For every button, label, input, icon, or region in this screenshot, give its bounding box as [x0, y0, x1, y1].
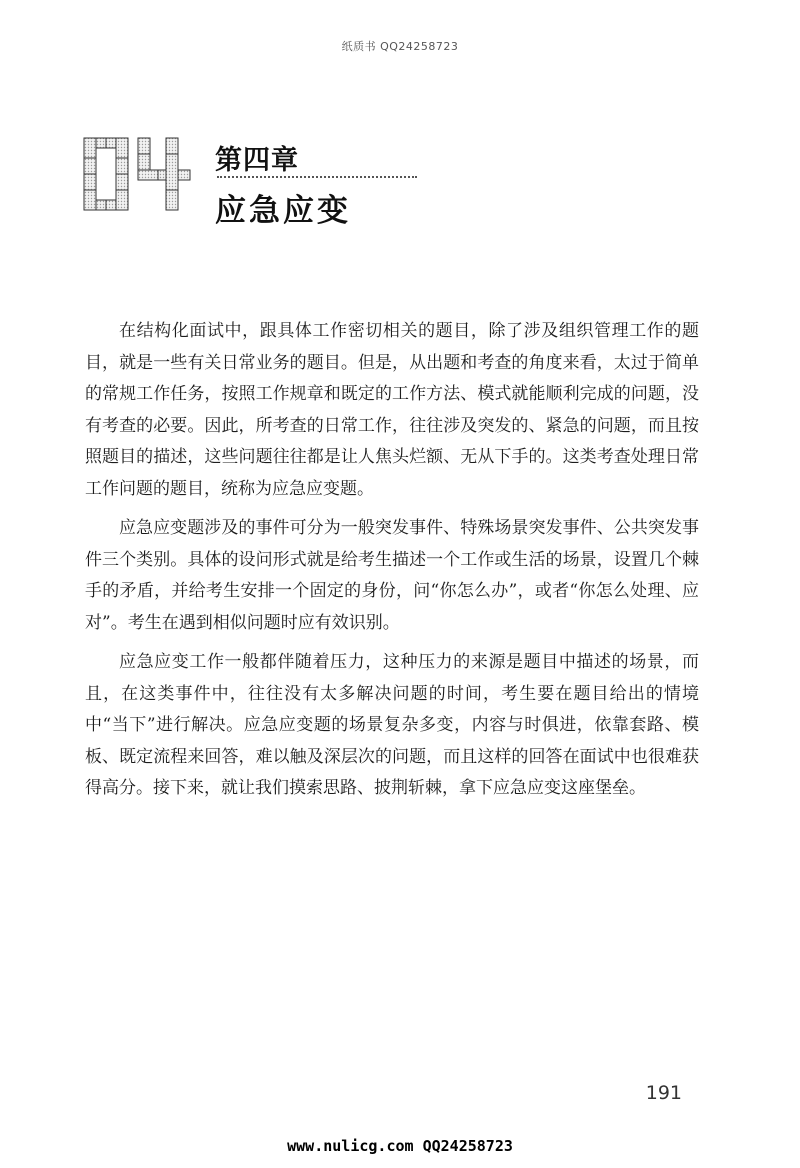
paragraph: 应急应变工作一般都伴随着压力，这种压力的来源是题目中描述的场景，而且，在这类事件中，往往没有太多解决问题的时间，考生要在题目给出的情境中“当下”进行解决。应急应变题的场景复杂多变，内容与时俱进，依靠套路、模板、既定流程来回答，难以触及深层次的问题，而且这样的回答在面试中也很难获得高分。接下来，就让我们摸索思路、披荆斩棘，拿下应急应变这座堡垒。 [85, 652, 699, 798]
body-text [85, 316, 699, 813]
header-note: 纸质书 QQ24258723 [341, 40, 459, 53]
page-number: 191 [645, 1082, 682, 1104]
digit-zero [84, 138, 128, 210]
chapter-number-graphic [78, 134, 198, 214]
footer-note: www.nulicg.com QQ24258723 [287, 1137, 513, 1155]
chapter-heading [78, 132, 478, 229]
chapter-divider [217, 176, 417, 178]
chapter-label: 第四章 [215, 145, 299, 176]
digit-four [138, 138, 190, 210]
paragraph: 在结构化面试中，跟具体工作密切相关的题目，除了涉及组织管理工作的题目，就是一些有关日常业务的题目。但是，从出题和考查的角度来看，太过于简单的常规工作任务，按照工作规章和既定的工作方法、模式就能顺利完成的问题，没有考查的必要。因此，所考查的日常工作，往往涉及突发的、紧急的问题，而且按照题目的描述，这些问题往往都是让人焦头烂额、无从下手的。这类考查处理日常工作问题的题目，统称为应急应变题。 [85, 321, 699, 499]
chapter-title: 应急应变 [215, 193, 351, 229]
paragraph: 应急应变题涉及的事件可分为一般突发事件、特殊场景突发事件、公共突发事件三个类别。具体的设问形式就是给考生描述一个工作或生活的场景，设置几个棘手的矛盾，并给考生安排一个固定的身份，问“你怎么办”，或者“你怎么处理、应对”。考生在遇到相似问题时应有效识别。 [85, 518, 699, 633]
